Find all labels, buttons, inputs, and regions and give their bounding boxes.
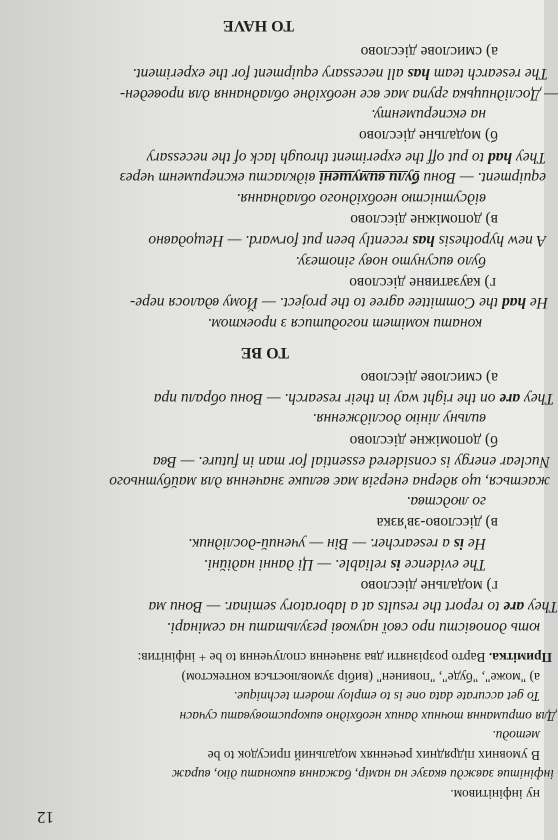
- sem-have-example-ua-1: — Дослідницька група має все необхідне обладнання для проведен-: [119, 86, 558, 103]
- aux-have-example-en: A new hypothesis has recently been put forward. — Нещодавно: [148, 232, 546, 249]
- conditional-line-1: інфінітив завжди вказує на намір, бажання виконати дію, вираж: [171, 767, 554, 782]
- aux-have-verb-label: в) допоміжне дієслово: [350, 211, 498, 228]
- sem-have-verb-label: а) смислове дієслово: [360, 43, 498, 60]
- sem-example-en: They are on the right way in their research. — Вони обрали пра: [153, 390, 554, 407]
- aux-example-en: Nuclear energy is considered essential for man in future. — Вва: [152, 453, 550, 470]
- page-number: 12: [37, 808, 54, 827]
- link-verb-label: в) дієслово-зв'язка: [376, 514, 498, 531]
- mod-example-ua-1: equipment. — Вони були вимушені відкласти експеримент через: [119, 169, 546, 186]
- caus-example-ua: конати комітет погодитися з проектом.: [207, 315, 482, 332]
- sem-verb-label: а) смислове дієслово: [360, 369, 498, 386]
- aux-have-example-ua: було висунуто нову гіпотезу.: [295, 253, 486, 270]
- heading-to-have: TO HAVE: [223, 17, 294, 34]
- note-line: [138, 649, 553, 665]
- note-example-en: To get accurate data one is to employ modern technique.: [233, 689, 540, 704]
- link-example-en-2: He is a researcher. — Він — учений-дослідник.: [188, 535, 486, 552]
- link-example-en-1: The evidence is reliable. — Ці данні надійні.: [203, 556, 486, 573]
- mod-example-en: They had to put off the experiment through lack of the necessary: [146, 149, 546, 166]
- caus-example-en: He had the Committee agree to the project. — Йому вдалося пере-: [130, 294, 548, 311]
- mod-example-ua-2: відсутністю необхідного обладнання.: [236, 190, 486, 207]
- note-meanings-line: а) "може", "буде", "повинен" (вибір зумовлюється контекстом): [181, 670, 540, 685]
- conditional-line-2: В умовних підрядних реченнях модальний присудок to be: [207, 748, 540, 763]
- note-label: Примітка.: [488, 650, 552, 665]
- method-tail: методи.: [492, 728, 540, 743]
- sem-have-example-en: The research team has all necessary equipment for the experiment.: [132, 65, 548, 82]
- note-example-ua: Для отримання точних даних необхідно використовувати сучасн: [179, 709, 556, 724]
- infinitive-tail: ну інфінітивом.: [450, 787, 540, 802]
- aux-verb-label: б) допоміжне дієслово: [349, 432, 498, 449]
- aux-example-ua-1: жається, що ядерна енергія має велике значення для майбутнього: [109, 473, 550, 490]
- heading-to-be: TO BE: [240, 344, 289, 361]
- aux-example-ua-2: го людства.: [406, 493, 486, 510]
- caus-verb-label: г) каузативне дієслово: [349, 274, 496, 291]
- note-text: Варто розрізняти два значення сполучення to be + інфінітив:: [137, 650, 489, 665]
- modal-example-ua: ють доповісти про свої наукові результати на семінарі.: [166, 619, 540, 636]
- sem-example-ua: вильну лінію дослідження.: [312, 410, 486, 427]
- modal-verb-label: г) модальне дієслово: [360, 577, 498, 594]
- modal-example-en: They are to report the results at a laboratory seminar. — Вони ма: [148, 598, 558, 615]
- mod-verb-label: б) модальне дієслово: [359, 127, 498, 144]
- sem-have-example-ua-2: на експерименту.: [371, 106, 486, 123]
